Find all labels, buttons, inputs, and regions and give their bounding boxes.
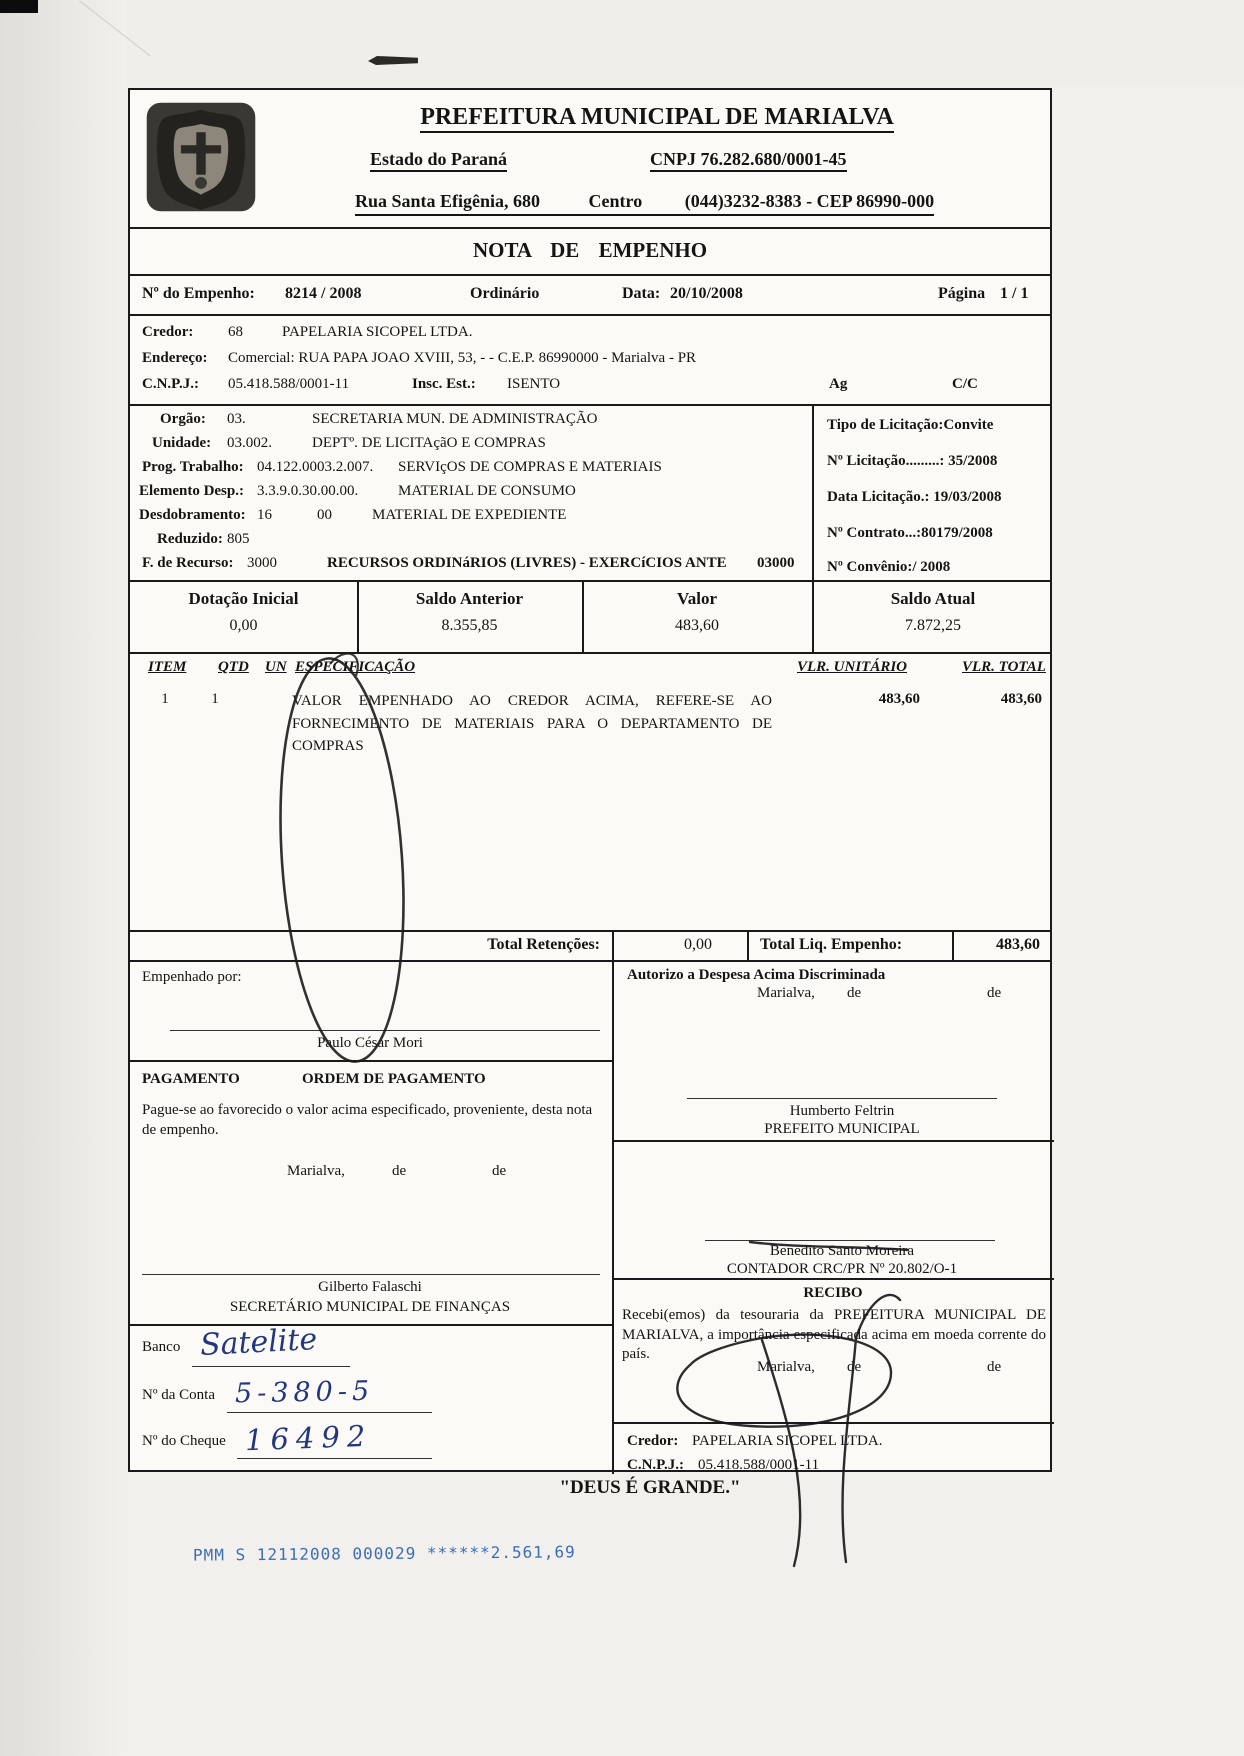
item-especificacao: VALOR EMPENHADO AO CREDOR ACIMA, REFERE-SE AO FORNECIMENTO DE MATERIAIS PARA O DEPARTAMENTO DE COMPRAS (292, 693, 772, 754)
cheque-label: Nº do Cheque (142, 1433, 226, 1449)
recibo-cnpj-value: 05.418.588/0001-11 (698, 1457, 820, 1473)
banco-fill-line (192, 1366, 350, 1367)
unidade-label: Unidade: (152, 435, 212, 451)
contador-cargo: CONTADOR CRC/PR Nº 20.802/O-1 (726, 1261, 958, 1277)
empenho-date-label: Data: (622, 285, 661, 302)
saldo-header-valor: Valor (677, 589, 717, 608)
pagamento-cidade: Marialva, (287, 1163, 345, 1179)
ordem-pagamento-title: ORDEM DE PAGAMENTO (302, 1071, 486, 1087)
endereco-label: Endereço: (142, 350, 208, 366)
divider (612, 1278, 1054, 1280)
signature-line (687, 1098, 997, 1099)
credor-name: PAPELARIA SICOPEL LTDA. (282, 324, 473, 340)
divider (612, 1140, 1054, 1142)
total-retencoes-label: Total Retenções: (487, 936, 600, 953)
motto-text: "DEUS É GRANDE." (559, 1477, 741, 1498)
divider (582, 580, 584, 652)
recibo-credor-label: Credor: (627, 1433, 679, 1449)
divider (130, 274, 1050, 276)
conta-handwritten-value: 5-380-5 (234, 1375, 375, 1410)
autorizo-title: Autorizo a Despesa Acima Discriminada (627, 967, 886, 983)
divider (130, 652, 1050, 654)
divider (130, 404, 1050, 406)
col-header-item: ITEM (148, 659, 187, 675)
desdobramento-label: Desdobramento: (139, 507, 246, 523)
col-header-especificacao: ESPECIFICAÇÃO (295, 659, 416, 675)
item-vlr-total: 483,60 (1000, 691, 1042, 707)
recibo-de-2: de (987, 1359, 1002, 1375)
pagamento-de-1: de (392, 1163, 407, 1179)
licitacao-convenio: Nº Convênio:/ 2008 (827, 559, 951, 575)
elemento-value: MATERIAL DE CONSUMO (398, 483, 576, 499)
recibo-credor-value: PAPELARIA SICOPEL LTDA. (692, 1433, 883, 1449)
cnpj-label: C.N.P.J.: (142, 376, 199, 392)
divider (130, 1060, 612, 1062)
autorizo-de-1: de (847, 985, 862, 1001)
coat-of-arms-icon (142, 98, 260, 216)
divider (952, 930, 954, 960)
signature-line (170, 1030, 600, 1031)
credor-label: Credor: (142, 324, 194, 340)
endereco-value: Comercial: RUA PAPA JOAO XVIII, 53, - - C.E.P. 86990000 - Marialva - PR (228, 350, 697, 366)
signature-line (705, 1240, 995, 1241)
pagamento-texto: Pague-se ao favorecido o valor acima especificado, proveniente, desta nota de empenho. (142, 1102, 593, 1139)
scan-artifact-corner (0, 0, 38, 13)
secretario-cargo: SECRETÁRIO MUNICIPAL DE FINANÇAS (229, 1299, 511, 1315)
empenho-date: 20/10/2008 (670, 285, 743, 302)
saldo-header-atual: Saldo Atual (890, 589, 976, 608)
autorizo-de-2: de (987, 985, 1002, 1001)
prefeito-nome: Humberto Feltrin (789, 1103, 895, 1119)
total-retencoes-value: 0,00 (684, 936, 712, 953)
prog-trabalho-code: 04.122.0003.2.007. (257, 459, 374, 475)
scan-left-shade (0, 0, 126, 1756)
recibo-cnpj-label: C.N.P.J.: (627, 1457, 684, 1473)
prog-trabalho-label: Prog. Trabalho: (142, 459, 244, 475)
prefeito-cargo: PREFEITO MUNICIPAL (764, 1121, 920, 1137)
elemento-label: Elemento Desp.: (139, 483, 244, 499)
item-qtd: 1 (211, 691, 219, 707)
licitacao-numero: Nº Licitação.........: 35/2008 (827, 453, 998, 469)
col-header-vlr-total: VLR. TOTAL (962, 659, 1046, 675)
licitacao-tipo: Tipo de Licitação:Convite (827, 417, 994, 433)
org-district: Centro (588, 191, 643, 211)
conta-fill-line (227, 1412, 432, 1413)
ag-label: Ag (829, 376, 848, 392)
divider (747, 930, 749, 960)
orgao-label: Orgão: (160, 411, 206, 427)
total-liq-value: 483,60 (996, 936, 1040, 953)
desdobramento-sub: 00 (317, 507, 332, 523)
reduzido-label: Reduzido: (157, 531, 223, 547)
conta-label: Nº da Conta (142, 1387, 215, 1403)
licitacao-data: Data Licitação.: 19/03/2008 (827, 489, 1002, 505)
saldo-anterior: 8.355,85 (441, 617, 498, 634)
pagamento-de-2: de (492, 1163, 507, 1179)
recibo-de-1: de (847, 1359, 862, 1375)
pagamento-title: PAGAMENTO (142, 1071, 240, 1087)
reduzido-value: 805 (227, 531, 250, 547)
org-address: Rua Santa Efigênia, 680 (355, 191, 541, 211)
col-header-vlr-unitario: VLR. UNITÁRIO (797, 659, 908, 675)
unidade-value: DEPTº. DE LICITAçãO E COMPRAS (312, 435, 546, 451)
insc-value: ISENTO (507, 376, 561, 392)
recibo-texto: Recebi(emos) da tesouraria da PREFEITURA MUNICIPAL DE MARIALVA, a importância especificada acima em moeda corrente do país. (622, 1307, 1046, 1362)
recibo-cidade: Marialva, (757, 1359, 815, 1375)
insc-label: Insc. Est.: (412, 376, 476, 392)
contador-nome: Benedito Santo Moreira (769, 1243, 915, 1259)
recurso-num: 03000 (757, 555, 795, 571)
divider (130, 227, 1050, 229)
cheque-handwritten-value: 16492 (244, 1418, 373, 1458)
divider (130, 960, 1050, 962)
divider (812, 580, 814, 652)
doc-title: NOTA DE EMPENHO (472, 238, 708, 262)
divider (812, 404, 814, 580)
saldo-atual: 7.872,25 (905, 617, 961, 634)
divider (130, 580, 1050, 582)
saldo-header-anterior: Saldo Anterior (415, 589, 524, 608)
divider (612, 1422, 1054, 1424)
divider (357, 580, 359, 652)
org-state: Estado do Paraná (370, 148, 507, 171)
elemento-code: 3.3.9.0.30.00.00. (257, 483, 359, 499)
dot-matrix-print: PMM S 12112008 000029 ******2.561,69 (192, 1542, 576, 1565)
recurso-code: 3000 (247, 555, 277, 571)
divider (130, 930, 1050, 932)
divider (612, 930, 614, 1474)
org-phone-cep: (044)3232-8383 - CEP 86990-000 (684, 191, 935, 211)
divider (130, 1324, 612, 1326)
item-vlr-unitario: 483,60 (878, 691, 920, 707)
col-header-qtd: QTD (218, 659, 249, 675)
saldo-valor: 483,60 (675, 617, 719, 634)
cheque-fill-line (237, 1458, 432, 1459)
cnpj-value: 05.418.588/0001-11 (228, 376, 350, 392)
empenhado-por-nome: Paulo César Mori (317, 1035, 423, 1051)
divider (130, 314, 1050, 316)
signature-line (142, 1274, 600, 1275)
recibo-title: RECIBO (803, 1285, 863, 1301)
unidade-code: 03.002. (227, 435, 272, 451)
credor-code: 68 (228, 324, 243, 340)
saldo-dotacao-inicial: 0,00 (229, 617, 258, 634)
licitacao-contrato: Nº Contrato...:80179/2008 (827, 525, 993, 541)
scan-top-shade (0, 0, 1244, 86)
desdobramento-code: 16 (257, 507, 272, 523)
recurso-value: RECURSOS ORDINáRIOS (LIVRES) - EXERCíCIOS ANTE (327, 555, 727, 571)
total-liq-label: Total Liq. Empenho: (760, 936, 903, 953)
autorizo-cidade: Marialva, (757, 985, 815, 1001)
orgao-value: SECRETARIA MUN. DE ADMINISTRAÇÃO (312, 411, 598, 427)
empenho-num: 8214 / 2008 (285, 285, 362, 302)
banco-label: Banco (142, 1339, 181, 1355)
prog-trabalho-value: SERVIçOS DE COMPRAS E MATERIAIS (398, 459, 662, 475)
recurso-label: F. de Recurso: (142, 555, 234, 571)
cc-label: C/C (952, 376, 978, 392)
orgao-code: 03. (227, 411, 246, 427)
org-address-line (355, 190, 934, 216)
col-header-un: UN (265, 659, 287, 675)
org-title: PREFEITURA MUNICIPAL DE MARIALVA (262, 102, 1052, 132)
page-number: 1 / 1 (1000, 285, 1029, 302)
page-label: Página (938, 285, 986, 302)
empenho-num-label: Nº do Empenho: (142, 285, 255, 302)
empenho-type: Ordinário (470, 285, 540, 302)
empenhado-por-label: Empenhado por: (142, 969, 242, 985)
saldo-header-dotacao: Dotação Inicial (188, 589, 299, 608)
org-cnpj: CNPJ 76.282.680/0001-45 (650, 148, 847, 171)
nota-de-empenho-form (128, 88, 1052, 1472)
desdobramento-value: MATERIAL DE EXPEDIENTE (372, 507, 567, 523)
item-number: 1 (161, 691, 169, 707)
banco-handwritten-value: Satelite (199, 1321, 319, 1364)
secretario-nome: Gilberto Falaschi (318, 1279, 422, 1295)
